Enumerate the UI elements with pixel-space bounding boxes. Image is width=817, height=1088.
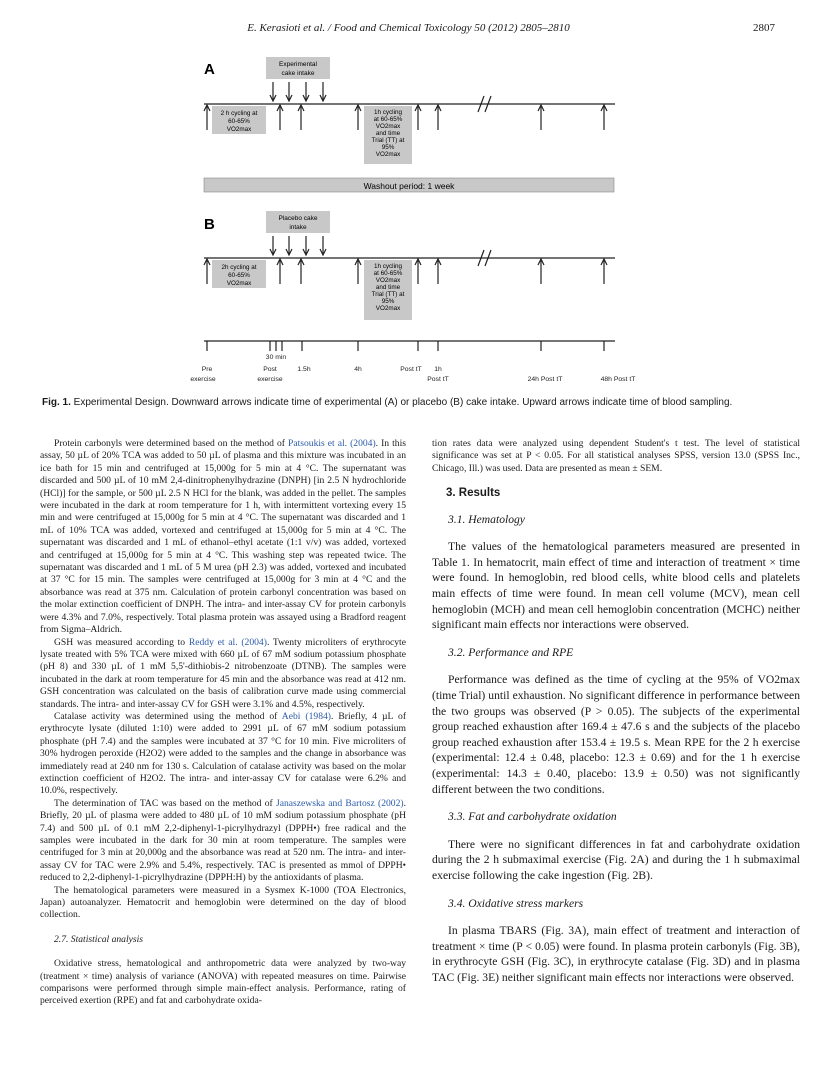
paragraph-hematology: The values of the hematological parameters measured are presented in Table 1. In hematocrit, main effect of time and interaction of treatment × time were found. In hemoglobin, red blood cells, white blood cells and platelets main effects of time were found. In mean cell volume (MCV), mean cell hemoglobin (MCH) and mean cell hemoglobin concentration (MCHC) neither significant main effects nor interactions were observed. [432, 540, 800, 632]
section-3-4-heading: 3.4. Oxidative stress markers [448, 896, 584, 910]
panel-a-cake-arrows [270, 82, 326, 101]
timeline-label-1h-2: Post tT [427, 376, 449, 383]
section-3-2-heading: 3.2. Performance and RPE [448, 645, 574, 659]
panel-a-box-2h-l1: 2 h cycling at [220, 110, 258, 117]
panel-b-box-2h-l1: 2h cycling at [221, 264, 257, 271]
page-number: 2807 [753, 22, 775, 34]
section-2-7-heading: 2.7. Statistical analysis [54, 933, 144, 945]
panel-b-letter: B [204, 216, 215, 233]
paragraph-fat-carb: There were no significant differences in fat and carbohydrate oxidation during the 2 h submaximal exercise (Fig. 2A) and during the 1 h submaximal exercise following the cake ingestion (Fig. 2B). [432, 837, 800, 882]
panel-a-letter: A [204, 61, 215, 78]
running-header [0, 22, 817, 38]
panel-a-box-1h-l2: at 60-65% [373, 116, 403, 123]
paragraph-catalase: Catalase activity was determined using the method of Aebi (1984). Briefly, 4 µL of erythrocyte lysate (diluted 1:10) were added to 2991 µL of 67 mM sodium potassium phosphate (pH 7.4) and the samples were incubated at 37 °C for 10 min. Five microliters of 30% hydrogen peroxide (H2O2) were added to the samples and the change in absorbance was immediately read at 240 nm for 130 s. Calculation of catalase activity was based on the molar extinction coefficient of H2O2. The intra- and inter-assay CV for catalase were 6.2% and 10.0%, respectively. [40, 710, 407, 797]
section-3-1-heading: 3.1. Hematology [448, 512, 525, 526]
right-column [432, 438, 800, 985]
timeline-label-post-2: exercise [257, 376, 283, 383]
panel-a-box-1h-l4: and time [375, 130, 401, 137]
ref-aebi[interactable]: Aebi (1984) [281, 710, 331, 722]
panel-b-box-1h-l1: 1h cycling [373, 263, 403, 270]
panel-b-box-1h-l2: at 60-65% [373, 270, 403, 277]
panel-a-cake-label-2: cake intake [281, 70, 315, 77]
timeline-label-post-1: Post [263, 366, 277, 373]
panel-a-box-2h-l2: 60-65% [228, 118, 250, 125]
timeline-label-48h: 48h Post tT [600, 376, 636, 383]
panel-b-cake-label-1: Placebo cake [278, 215, 318, 222]
timeline-label-post-tt: Post tT [400, 366, 422, 373]
ref-janaszewska[interactable]: Janaszewska and Bartosz (2002) [276, 797, 404, 809]
section-3-heading: 3. Results [446, 487, 501, 500]
panel-b-box-1h-l7: VO2max [375, 305, 401, 312]
panel-a-box-1h-l6: 95% [381, 144, 395, 151]
panel-a-box-2h-l3: VO2max [226, 126, 252, 133]
timeline-label-1h-1: 1h [434, 366, 442, 373]
paragraph-tac: The determination of TAC was based on the method of Janaszewska and Bartosz (2002). Briefly, 20 µL of plasma were added to 480 µL of 10 mM sodium potassium phosphate (pH 7.4) and 500 µL of 0.1 mM 2,2-diphenyl-1-picrylhydrazyl (DPPH•) free radical and the samples were incubated in the dark for 30 min at room temperature. The samples were centrifuged for 3 min at 20,000g and the absorbance was read at 520 nm. The intra- and inter-assay CV for TAC were 2.9% and 5.4%, respectively. TAC is presented as mmol of DPPH• reduced to 2,2-diphenyl-1-picrylhydrazine (DPPH:H) by the antioxidants of plasma. [40, 797, 406, 884]
paragraph-gsh: GSH was measured according to Reddy et al. (2004). Twenty microliters of erythrocyte lysate treated with 5% TCA were mixed with 660 µL of 67 mM sodium potassium phosphate (pH 8) and 330 µL of 1 mM 5,5'-dithiobis-2 nitrobenzoate (DTNB). The samples were incubated in the dark at room temperature for 45 min and the absorbance was read at 412 nm. GSH concentration was calculated on the basis of calibration curve made using commercial standards. The intra- and inter-assay CV for GSH were 3.1% and 4.5%, respectively. [40, 636, 406, 710]
paragraph-statistics: Oxidative stress, hematological and anthropometric data were analyzed by two-way (treatment × time) analysis of variance (ANOVA) with repeated measures on time. Pairwise comparisons were performed through simple main-effect analysis. Performance, rating of perceived exertion (RPE) and fat and carbohydrate oxida- [40, 958, 406, 1007]
ref-patsoukis[interactable]: Patsoukis et al. (2004) [287, 438, 376, 449]
panel-b-box-1h-l5: Trial (TT) at [371, 291, 405, 298]
caption-label: Fig. 1. [42, 397, 71, 408]
paragraph-performance: Performance was defined as the time of cycling at the 95% of VO2max (time Trial) until exhaustion. No significant difference in performance between the two groups was observed (P > 0.05). The subjects of the experimental group reached exhaustion after 169.4 ± 47.6 s and the subjects of the placebo group reached exhaustion after 153.4 ± 19.5 s. Mean RPE for the 2 h exercise (experimental: 12.4 ± 0.48, placebo: 12.3 ± 0.69) and for the 1 h exercise (experimental: 14.3 ± 0.40, placebo: 13.9 ± 0.50) was not significantly different between the two conditions. [432, 673, 800, 796]
panel-b-box-2h-l3: VO2max [226, 280, 252, 287]
panel-a-box-1h-l5: Trial (TT) at [371, 137, 405, 144]
panel-a-box-1h-l7: VO2max [375, 151, 401, 158]
paragraph-hematological: The hematological parameters were measured in a Sysmex K-1000 (TOA Electronics, Japan) autoanalyzer. Hematocrit and hemoglobin were determined on the day of blood collection. [40, 884, 406, 921]
panel-a-cake-label-1: Experimental [279, 61, 317, 68]
timeline-label-pre-1: Pre [201, 366, 213, 373]
caption-text: Experimental Design. Downward arrows indicate time of experimental (A) or placebo (B) cake intake. Upward arrows indicate time of blood sampling. [70, 397, 733, 408]
running-title: E. Kerasioti et al. / Food and Chemical Toxicology 50 (2012) 2805–2810 [247, 22, 570, 34]
panel-b-box-2h-l2: 60-65% [228, 272, 250, 279]
panel-a-box-1h-l1: 1h cycling [373, 109, 403, 116]
panel-b-box-1h-l4: and time [375, 284, 401, 291]
panel-a-box-1h-l3: VO2max [375, 123, 401, 130]
timeline-axis [204, 341, 615, 351]
timeline-label-4h: 4h [354, 366, 362, 373]
figure-caption [42, 396, 782, 409]
paragraph-oxidative-stress: In plasma TBARS (Fig. 3A), main effect of treatment and interaction of treatment × time (P < 0.05) were found. In plasma protein carbonyls (Fig. 3B), in erythrocyte GSH (Fig. 3C), in erythrocyte catalase (Fig. 3D) and in plasma TAC (Fig. 3E) neither significant main effects nor interactions were observed. [432, 924, 800, 984]
panel-b-cake-label-2: intake [289, 224, 307, 231]
left-column [40, 438, 406, 1008]
section-3-3-heading: 3.3. Fat and carbohydrate oxidation [448, 810, 617, 824]
panel-b-cake-arrows [270, 236, 326, 255]
timeline-label-1-5h: 1.5h [297, 366, 311, 373]
experimental-design-figure [0, 40, 817, 390]
timeline-label-24h: 24h Post tT [527, 376, 563, 383]
paragraph-statistics-cont: tion rates data were analyzed using dependent Student's t test. The level of statistical significance was set at P < 0.05. For all statistical analyses SPSS, version 13.0 (SPSS Inc., Chicago, Ill.) was used. Data are presented as mean ± SEM. [432, 438, 800, 474]
panel-b-box-1h-l3: VO2max [375, 277, 401, 284]
paragraph-protein-carbonyls: Protein carbonyls were determined based on the method of Patsoukis et al. (2004). In this assay, 50 µL of 20% TCA was added to 50 µL of plasma and this mixture was incubated in an ice bath for 15 min and centrifuged at 15,000g for 5 min at 4 °C. The supernatant was discarded and 500 µL of 10 mM 2,4-dinitrophenylhydrazine (DNPH) [in 2.5 N hydrochloride (HCl)] for the sample, or 500 µL 2.5 N HCl for the blank, was added in the pellet. The samples were incubated in the dark at room temperature for 1 h, with intermittent vortexing every 15 min and were centrifuged at 15,000g for 5 min at 4 °C. The supernatant was discarded and 1 mL of 10% TCA was added, vortexed and centrifuged at 15,000g for 5 min at 4 °C. The supernatant was discarded and 1 mL of ethanol–ethyl acetate (1:1 v/v) was added, vortexed and centrifuged at 15,000g for 5 min at 4 °C. This washing step was repeated twice. The supernatant was discarded and 1 mL of 5 M urea (pH 2.3) was added, vortexed and incubated at 37 °C for 15 min. The samples were centrifuged at 15,000g for 3 min at 4 °C and the absorbance was read at 375 nm. Calculation of protein carbonyl concentration was based on the molar extinction coefficient of DNPH. The intra- and inter-assay CV for protein carbonyls were 4.3% and 7.0%, respectively. Total plasma protein was assayed using a Bradford reagent from Sigma–Aldrich. [40, 438, 406, 636]
timeline-label-pre-2: exercise [190, 376, 216, 383]
panel-b-box-1h-l6: 95% [381, 298, 395, 305]
timeline-30min: 30 min [265, 354, 287, 361]
washout-label: Washout period: 1 week [363, 181, 455, 191]
ref-reddy[interactable]: Reddy et al. (2004) [188, 636, 267, 648]
